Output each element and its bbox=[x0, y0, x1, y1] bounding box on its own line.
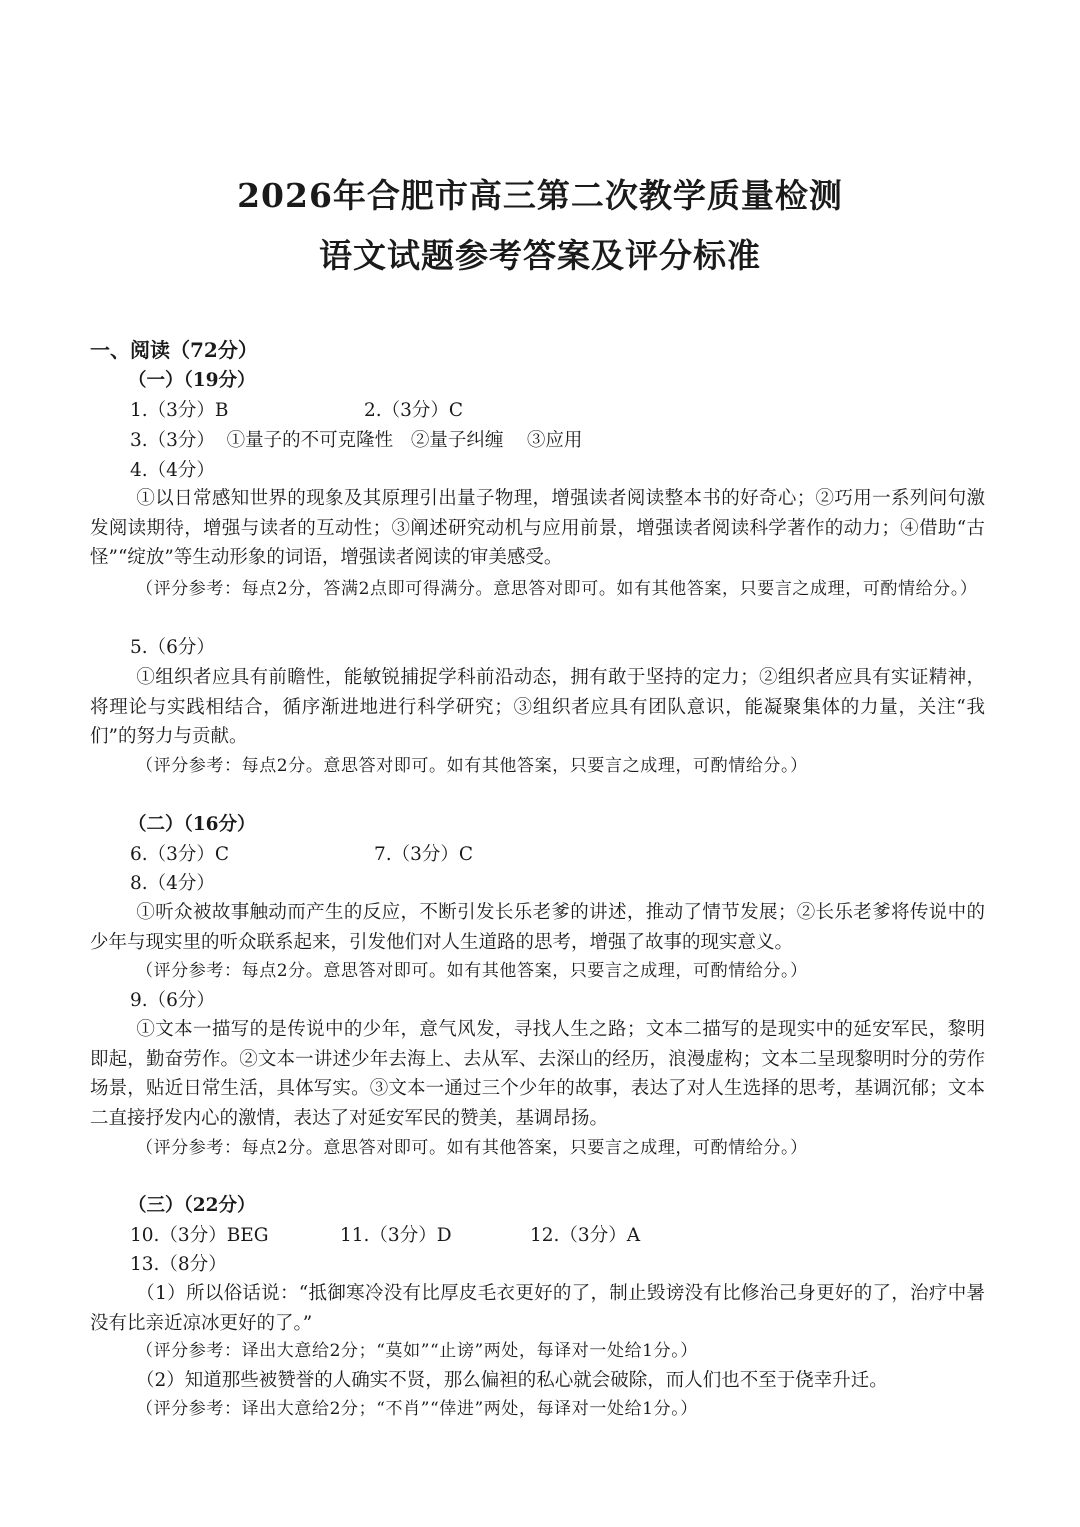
answer-q4-text: ①以日常感知世界的现象及其原理引出量子物理，增强读者阅读整本书的好奇心；②巧用一系列问句激发阅读期待，增强与读者的互动性；③阐述研究动机与应用前景，增强读者阅读科学著作的动力；④借助“古怪”“绽放”等生动形象的词语，增强读者阅读的审美感受。 bbox=[90, 488, 985, 569]
answer-q10: 10.（3分）BEG bbox=[130, 1225, 269, 1246]
answer-q8-text: ①听众被故事触动而产生的反应，不断引发长乐老爹的讲述，推动了情节发展；②长乐老爹将传说中的少年与现实里的听众联系起来，引发他们对人生道路的思考，增强了故事的现实意义。 bbox=[90, 902, 985, 953]
scoring-note-q4-text: （评分参考：每点2分，答满2点即可得满分。意思答对即可。如有其他答案，只要言之成理，可酌情给分。） bbox=[136, 579, 978, 599]
question-5-heading: 5.（6分） bbox=[130, 637, 215, 658]
scoring-note-q9 bbox=[90, 1134, 985, 1164]
answer-q7: 7.（3分）C bbox=[374, 844, 474, 865]
section-heading-reading: 一、阅读（72分） bbox=[90, 338, 258, 362]
document-title: 2026年合肥市高三第二次教学质量检测 bbox=[237, 176, 843, 215]
question-9-heading: 9.（6分） bbox=[130, 990, 215, 1011]
scoring-note-q8-text: （评分参考：每点2分。意思答对即可。如有其他答案，只要言之成理，可酌情给分。） bbox=[136, 961, 808, 981]
scoring-note-q13-part1 bbox=[90, 1337, 985, 1367]
question-8-heading: 8.（4分） bbox=[130, 873, 215, 894]
answer-q3: 3.（3分） ①量子的不可克隆性 ②量子纠缠 ③应用 bbox=[130, 430, 583, 451]
part-heading-1: （一）（19分） bbox=[128, 370, 256, 391]
question-4-heading: 4.（4分） bbox=[130, 460, 215, 481]
answer-q13-part2 bbox=[90, 1366, 985, 1396]
scoring-note-q13-part2-text: （评分参考：译出大意给2分；“不肖”“倖进”两处，每译对一处给1分。） bbox=[136, 1399, 698, 1419]
question-13-heading: 13.（8分） bbox=[130, 1254, 227, 1275]
answer-q2: 2.（3分）C bbox=[364, 400, 464, 421]
scoring-note-q8 bbox=[90, 957, 985, 987]
answer-q8-body bbox=[90, 898, 985, 957]
scoring-note-q4 bbox=[90, 575, 985, 605]
answer-q5-text: ①组织者应具有前瞻性，能敏锐捕捉学科前沿动态，拥有敢于坚持的定力；②组织者应具有实证精神，将理论与实践相结合，循序渐进地进行科学研究；③组织者应具有团队意识，能凝聚集体的力量，关注“我们”的努力与贡献。 bbox=[90, 667, 985, 748]
document-subtitle: 语文试题参考答案及评分标准 bbox=[319, 236, 761, 275]
scoring-note-q9-text: （评分参考：每点2分。意思答对即可。如有其他答案，只要言之成理，可酌情给分。） bbox=[136, 1138, 808, 1158]
answer-q9-body bbox=[90, 1015, 985, 1133]
answer-q12: 12.（3分）A bbox=[530, 1225, 641, 1246]
scoring-note-q5 bbox=[90, 752, 985, 782]
scoring-note-q13-part2 bbox=[90, 1395, 985, 1425]
answer-q5-body bbox=[90, 663, 985, 752]
scoring-note-q13-part1-text: （评分参考：译出大意给2分；“莫如”“止谤”两处，每译对一处给1分。） bbox=[136, 1341, 698, 1361]
answer-q13-part1 bbox=[90, 1279, 985, 1338]
scoring-note-q5-text: （评分参考：每点2分。意思答对即可。如有其他答案，只要言之成理，可酌情给分。） bbox=[136, 756, 808, 776]
answer-q11: 11.（3分）D bbox=[340, 1225, 452, 1246]
part-heading-3: （三）（22分） bbox=[128, 1195, 256, 1216]
answer-q6: 6.（3分）C bbox=[130, 844, 230, 865]
answer-q4-body bbox=[90, 484, 985, 573]
answer-q13-part2-text: （2）知道那些被赞誉的人确实不贤，那么偏袒的私心就会破除，而人们也不至于侥幸升迁。 bbox=[136, 1370, 888, 1391]
part-heading-2: （二）（16分） bbox=[128, 814, 256, 835]
answer-q13-part1-text: （1）所以俗话说：“抵御寒冷没有比厚皮毛衣更好的了，制止毁谤没有比修治己身更好的了，治疗中暑没有比亲近凉冰更好的了。” bbox=[90, 1283, 985, 1334]
answer-q9-text: ①文本一描写的是传说中的少年，意气风发，寻找人生之路；文本二描写的是现实中的延安军民，黎明即起，勤奋劳作。②文本一讲述少年去海上、去从军、去深山的经历，浪漫虚构；文本二呈现黎明时分的劳作场景，贴近日常生活，具体写实。③文本一通过三个少年的故事，表达了对人生选择的思考，基调沉郁；文本二直接抒发内心的激情，表达了对延安军民的赞美，基调昂扬。 bbox=[90, 1019, 985, 1129]
answer-q1: 1.（3分）B bbox=[130, 400, 229, 421]
